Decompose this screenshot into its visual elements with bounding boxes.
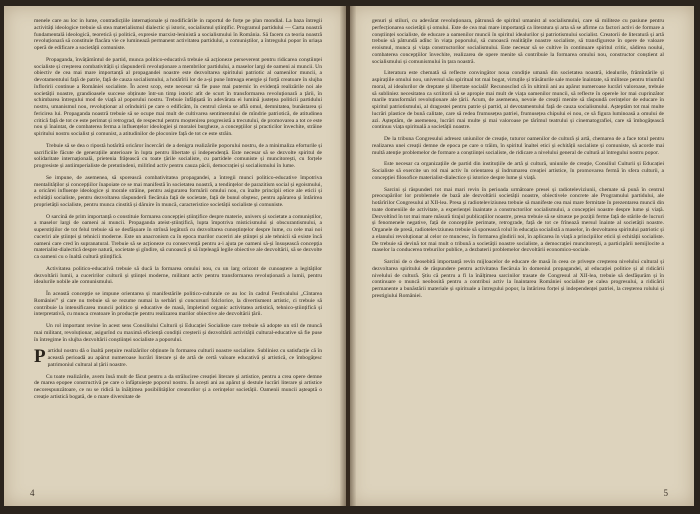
book-gutter (340, 6, 356, 506)
paragraph: În această concepție se impune orientarea și manifestările politico-culturale ce au loc în cadrul Festivalului „Cîntarea României” și care nu trebuie să se rezume numai la serbări și concursuri folclorice, la divertisment artistic, ci trebuie să contribuie la intensificarea muncii politico și educative de masă, împletind organic activitatea artistică, tehnico-științifică și interpretativă, cu munca creatoare în producție pentru realizarea marilor obiective ale dezvoltării țării. (34, 291, 322, 318)
dropcap-paragraph (34, 348, 322, 368)
paragraph: Este necesar ca organizațiile de partid din instituțiile de artă și cultură, uniunile de creație, Consiliul Culturii și Educației Socialiste să exercite un rol mai activ în orientarea și îndrumarea creației artistice, în promovarea fermă în sfera culturii, a concepției filosofice materialist-dialectice și istorice despre lume și viață. (372, 161, 664, 181)
right-page (350, 6, 694, 506)
paragraph: genuri și stiluri, cu adevărat revoluționara, pătrunsă de spiritul umanist al socialismului, care să militeze cu pasiune pentru perfecționarea societății și omului. Este de cea mai mare importanță ca literatura și arta să se afirme ca factori activi de formare a conștiinței socialiste, de educare a oamenilor muncii în spiritul idealurilor și patriotismului socialist. Creatorii de literatură și artă trebuie să pătrundă adînc în viața poporului, să cunoască realitățile noastre socialiste, să transfigureze în opere de valoare eroismul, munca și viața constructorilor socialismului. Este necesar să se cultive în continuare spiritul critic, sădirea noului, combaterea concepțiilor învechite, realizarea de opere menite să contribuie la formarea omului nou, constructor conștient al socialismului și comunismului în țara noastră. (372, 18, 664, 65)
paragraph: Propaganda, învățămîntul de partid, munca politico-educativă trebuie să acționeze perseverent pentru ridicarea conștiinței socialiste și creșterea combativității și răspunderii revoluționare a membrilor partidului, a maselor largi de oameni ai muncii. Un obiectiv de cea mai mare importanță al propagandei noastre este dezvoltarea spiritului patriotic al oamenilor muncii, a devotamentului față de patrie, față de cauza socialismului, a hotărîrii lor de a-și pune întreaga energie și forță creatoare în slujba înfloririi continue a României socialiste. În acest scop, este necesar să fie puse mai puternic în evidență realizările noi ale societății noastre, grandioasele succese obținute într-un timp istoric atît de scurt în transformarea revoluționară a țării, în schimbarea întregului mod de viață al poporului nostru. Trebuie înfățișată în adevărata ei lumină justețea politicii partidului nostru, umanismul nou, revoluționar al orînduirii pe care o edificăm, în centrul căreia se află omul, demnitatea, bunăstarea și fericirea lui. Propaganda noastră trebuie să se ocupe mai mult de cultivarea sentimentului de mîndrie patriotică, de atitudinea critică față de tot ce este perimat și retrograd, de respectul pentru moștenirea progresistă a trecutului, de promovarea a tot ce este nou și înaintat, de combaterea ferma a influențelor ideologiei și moralei burgheze, a concepțiilor și practicilor învechite, străine spiritului nostru socialist și comunist, a atitudinilor de ploconire față de tot ce este străin. (34, 56, 322, 137)
paragraph: Sarcini și răspunderi tot mai mari revin în perioada următoare presei și radioteleviziunii, chemate să pună în centrul preocupărilor lor problemele de bază ale dezvoltării societății noastre, obiectivele concrete ale Programului partidului, ale hotărîrilor Congresului al XII-lea. Presa și radioteleviziunea trebuie să manifeste cea mai mare fermitate în prezentarea muncii din toate domeniile de activitate, a experienței înaintate a constructorilor socialismului, a concepției noastre despre lume și viață. Dezvoltînd în tot mai mare măsură tirajul publicațiilor noastre, presa trebuie să se situeze pe poziții ferme față de stările de lucruri și fenomenele negative, față de concepțiile perimate, retrograde, față de tot ce frînează mersul înainte al societății noastre. Organele de presă, radioteleviziunea trebuie să sporească rolul în educația socialistă a maselor, în dezvoltarea spiritului patriotic și a elanului revoluționar al celor ce muncesc, în formarea gîndirii noi, în aplicarea în viață a principiilor eticii și echității socialiste. De trebuie să devină tot mai mult o tribună a societății noastre socialiste, a democrației muncitorești, a participării nemijlocite a maselor la conducerea treburilor publice, a dezbaterii problemelor dezvoltării economico-sociale. (372, 186, 664, 254)
paragraph: Literatura este chemată să reflecte convingător noua condiție umană din societatea noastră, idealurile, frămîntările și aspirațiile omului nou, universul său spiritual tot mai bogat, virtuțile și trăsăturile sale morale înaintate, să militeze pentru triumful moral, al idealurilor de dreptate și libertate socială! Recunoscînd că în ultimii ani au apărut numeroase lucrări valoroase, trebuie să subliniez necesitatea ca scriitorii să se apropie mai mult de viața oamenilor muncii, să reflecte în operele lor mai cuprinzător marile transformări revoluționare ale țării. Acum, de asemenea, nevoie de creații menite să răspundă cerințelor de educare în spiritul patriotismului, al dragostei pentru patrie și partid, al devotamentului față de cauza socialismului. Așteptăm tot mai multe lucrări plastice de bună calitate, care să redea frumusețea patriei, frumusețea chipului ei nou, ce să figura luminoasă a omului de azi. Așteptăm, de asemenea, lucrări mai multe și mai valoroase pe tărîmul teatrului și cinematografiei, care să îmbogățească continuu viața spirituală a societății noastre. (372, 70, 664, 131)
page-number: 4 (30, 488, 35, 498)
page-number: 5 (663, 488, 668, 498)
paragraph: Sarcini de o deosebită importanță revin mijloacelor de educare de masă în ceea ce privește creșterea nivelului cultural și dezvoltarea spiritului de răspundere pentru activitatea fiecăruia în domeniul propagandei, al educației politice și al ridicării nivelului de cultură. Știu că pentru a fi la înălțimea sarcinilor trasate de Congresul al XII-lea, trebuie să desfășurăm și în continuare o muncă neobosită pentru a contribui activ la înaintarea României socialiste pe calea progresului, a ridicării permanente a bunăstării materiale și spirituale a întregului popor, la întărirea forței și independenței patriei, la creșterea rolului și prestigiului României. (372, 259, 664, 299)
left-text-column (34, 18, 322, 406)
left-page (4, 6, 346, 506)
paragraph: Se impune, de asemenea, să sporească combativitatea propagandei, a întregii munci politico-educative împotriva mentalităților și concepțiilor înapoiate ce se mai manifestă în societatea noastră, a tendințelor de parazitism social și egoismului, a oricărei influențe ideologice și morale străine, pentru asigurarea formării omului nou, cu înalte principii etice ale eticii și echității socialiste, pentru dezvoltarea răspunderii fiecăruia față de societate, față de bunul obștesc, pentru apărarea și întărirea proprietății socialiste, pentru munca cinstită și dăruire în muncă, caracteristice societății socialiste și comuniste. (34, 174, 322, 208)
paragraph: Cu toate realizările, avem însă mult de făcut pentru a da străluciree creației literare și artistice, pentru a crea opere demne de marea epopee constructivă pe care o înfăptuiește poporul nostru. În acești ani au apărut și destule lucrări literare și artistice necorespunzătoare, ce nu se ridică la înălțimea posibilităților creatorilor și a cerințelor societății. Oamenii muncii așteaptă o creație artistică bogată, de o mare diversitate de (34, 373, 322, 400)
paragraph: Trebuie să se dea o ripostă hotărîtă oricăror încercări de a denigra realizările poporului nostru, de a minimaliza eforturile și sacrificiile făcute de generațiile anterioare în lupta pentru libertate și independență. Este necesar să se dezvolte spiritul de solidaritate internațională, prietenia frățească cu toate țările socialiste, cu partidele comuniste și muncitorești, cu forțele progresiste și antiimperialiste de pretutindeni, militînd activ pentru cauza păcii, democrației și socialismului în lume. (34, 142, 322, 169)
paragraph: De la tribuna Congresului adresez uniunilor de creație, tuturor oamenilor de cultură și artă, chemarea de a face totul pentru realizarea unei creații demne de epoca pe care o trăim, în spiritul înaltei etici și echității socialiste și comuniste, să acorde mai multă atenție problemelor de formare a conștiinței socialiste, de ridicare a nivelului general de cultură al întregului nostru popor. (372, 136, 664, 156)
dropcap-paragraph-text: artidul nostru dă o înaltă prețuire realizărilor obținute în formarea culturii noastre socialiste. Subliniez cu satisfacție că în această perioadă au apărut numeroase lucrări literare și de artă de certă valoare educativă și artistică, ce îmbogățesc patrimoniul cultural al țării noastre. (47, 348, 322, 368)
paragraph: menele care au loc in lume, contradicțiile internaționale și modificările in raportul de forțe pe plan mondial. La baza întregii activități ideologice trebuie să stea materialismul dialectic și istoric, socialismul științific. Programul partidului — Carta noastră fundamentală ideologică, teoretică și politică, expresie marxist-leninistă a socialismului în România. Să facem ca teoria noastră revoluționară să constituie flacăra vie ce luminează permanent activitatea partidului, a comuniștilor, a întregului popor în uriașa operă de edificare a societății comuniste. (34, 18, 322, 51)
paragraph: Activitatea politico-educativă trebuie să ducă la formarea omului nou, cu un larg orizont de cunoaștere a legităților dezvoltării lumii, a cuceririlor culturii și științei moderne, militant activ pentru transformarea revoluționară a lumii, pentru idealurile nobile ale comunismului. (34, 265, 322, 286)
right-text-column (372, 18, 664, 305)
paragraph: O sarcină de prim importanță o constituie formarea concepției științifice despre materie, univers și societate a comuniștilor, a maselor largi de oameni ai muncii. Propaganda ateist-științifică, lupta împotriva misticismului și obscurantismului, a superstițiilor de tot felul trebuie să se desfășoare în strînsă legătură cu dezvoltarea cunoștințelor despre lume, cu cele mai noi cuceriri ale științei și tehnicii moderne. Este un anacronism ca în epoca marilor cuceriri ale științei și ale tehnicii să existe încă oameni care cred în supranatural. Trebuie să se acționeze cu consecvență pentru a-i ajuta pe oameni să-și însușească concepția materialist-dialectică despre natură, societate și gîndire, să cunoască și să înțeleagă legile obiective ale dezvoltării, să se dezvolte ca oameni cu o înaltă cultură științifică. (34, 213, 322, 260)
paragraph: Un rol important revine în acest sens Consiliului Culturii și Educației Socialiste care trebuie să adopte un stil de muncă mai militant, revoluționar, asigurînd cu maximă eficiență condiții creșterii și dezvoltării activității cultural-educative să fie puse în întregime în slujba dezvoltării conștiinței socialiste a poporului. (34, 323, 322, 343)
drop-cap-letter: P (34, 346, 46, 368)
